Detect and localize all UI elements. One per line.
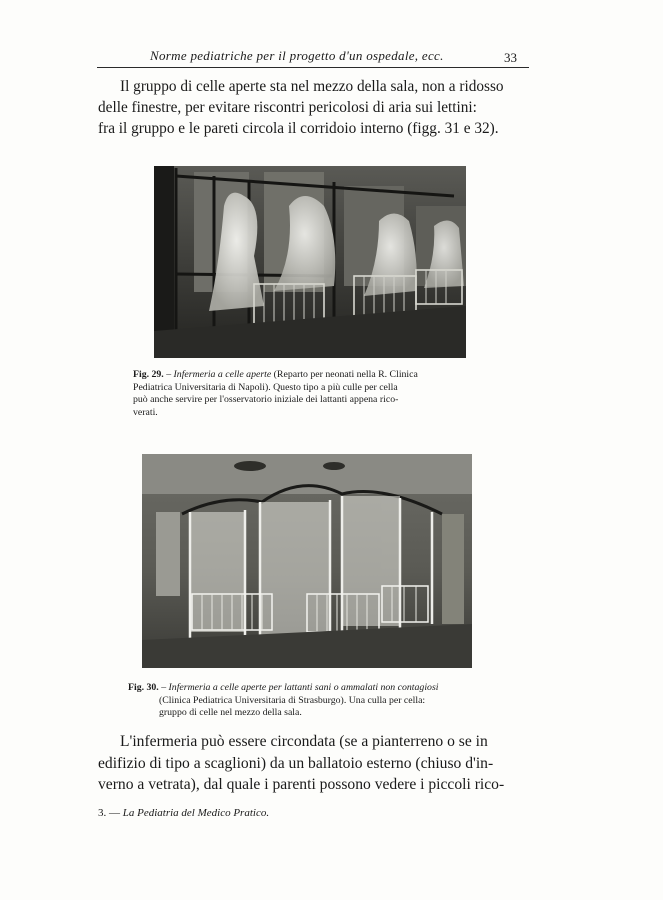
figure-29-line-4: verati. [133,406,158,418]
closing-line-2: edifizio di tipo a scaglioni) da un ballatoio esterno (chiuso d'in- [98,754,494,772]
page-number: 33 [504,50,517,65]
figure-30-label: Fig. 30. [128,682,159,693]
figure-30-photo [142,454,472,668]
header-rule [97,67,529,68]
figure-29-line-1: (Reparto per neonati nella R. Clinica [273,369,418,380]
intro-line-2: delle finestre, per evitare riscontri pericolosi di aria sui lettini: [98,99,477,116]
figure-30-caption: Fig. 30. – Infermeria a celle aperte per lattanti sani o ammalati non contagiosi (Clinica Pediatrica Universitaria di Strasburgo). Una culla per cella: gruppo di celle nel mezzo della sala. [128,682,490,720]
figure-30-title: Infermeria a celle aperte per lattanti sani o ammalati non contagiosi [168,682,439,693]
intro-paragraph [98,76,528,139]
figure-29-line-2: Pediatrica Universitaria di Napoli). Questo tipo a più culle per cella [133,381,398,393]
footer-book-title: La Pediatria del Medico Pratico. [122,807,270,819]
figure-29-photo [154,166,466,358]
intro-line-1: Il gruppo di celle aperte sta nel mezzo della sala, non a ridosso [120,78,504,95]
running-header-title: Norme pediatriche per il progetto d'un ospedale, ecc. [150,48,444,63]
closing-paragraph [98,731,526,796]
closing-line-1: L'infermeria può essere circondata (se a pianterreno o se in [120,733,488,750]
figure-29-line-3: può anche servire per l'osservatorio iniziale dei lattanti appena rico- [133,394,399,406]
figure-29-title: Infermeria a celle aperte [173,369,272,380]
footer-signature-mark: 3. — [98,807,120,819]
figure-29-label: Fig. 29. [133,369,164,380]
intro-line-3: fra il gruppo e le pareti circola il corridoio interno (figg. 31 e 32). [98,120,499,137]
figure-30-line-2: gruppo di celle nel mezzo della sala. [159,707,302,719]
figure-30-line-1: (Clinica Pediatrica Universitaria di Strasburgo). Una culla per cella: [159,694,426,706]
closing-line-3: verno a vetrata), dal quale i parenti possono vedere i piccoli rico- [98,776,505,793]
figure-29-caption: Fig. 29. – Infermeria a celle aperte (Reparto per neonati nella R. Clinica Pediatrica Universitaria di Napoli). Questo tipo a più culle per cella può anche servire per l'osservatorio iniziale dei lattanti appena rico- verati. [133,369,488,419]
footer-signature [98,807,269,819]
